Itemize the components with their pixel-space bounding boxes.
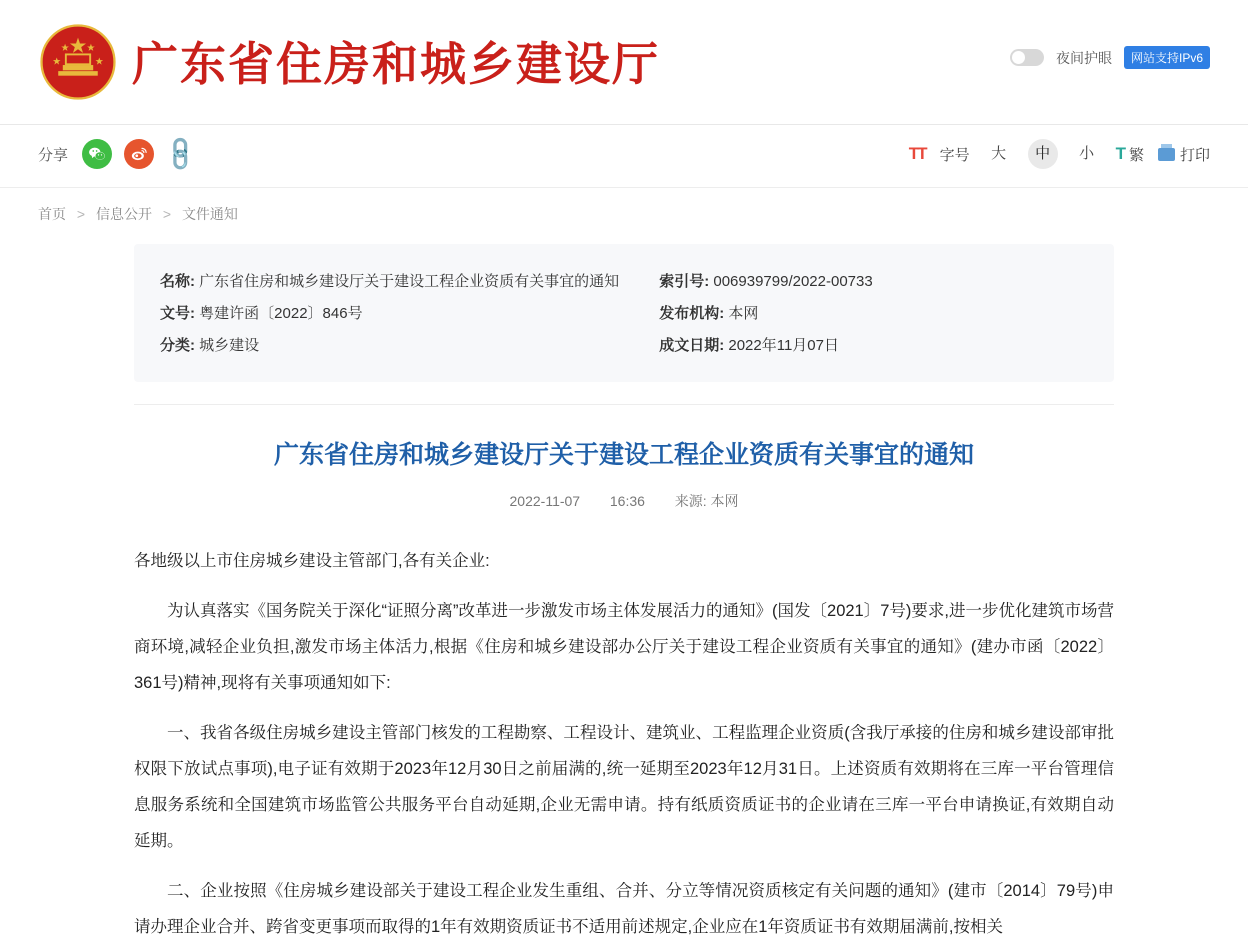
meta-row-publisher <box>659 298 1088 330</box>
article-date: 2022-11-07 <box>509 493 581 509</box>
meta-key-date: 成文日期: <box>659 337 725 354</box>
article-paragraph: 各地级以上市住房城乡建设主管部门,各有关企业: <box>134 552 490 570</box>
font-size-large[interactable]: 大 <box>991 145 1007 162</box>
meta-key-name: 名称: <box>160 273 195 290</box>
font-size-small[interactable]: 小 <box>1079 145 1095 162</box>
meta-key-publisher: 发布机构: <box>659 305 725 322</box>
font-size-medium[interactable]: 中 <box>1028 139 1058 169</box>
traditional-toggle[interactable] <box>1116 144 1144 165</box>
national-emblem-icon <box>40 24 116 100</box>
breadcrumb-item-notice[interactable]: 文件通知 <box>181 206 238 222</box>
article-time: 16:36 <box>609 493 645 509</box>
font-tools <box>909 139 1210 169</box>
document-meta-card <box>134 244 1114 382</box>
article-paragraph: 一、我省各级住房城乡建设主管部门核发的工程勘察、工程设计、建筑业、工程监理企业资质(含我厅承接的住房和城乡建设部审批权限下放试点事项),电子证有效期于2023年12月30日之前届满的,统一延期至2023年12月31日。上述资质有效期将在三库一平台管理信息服务系统和全国建筑市场监管公共服务平台自动延期,企业无需申请。持有纸质资质证书的企业请在三库一平台申请换证,有效期自动延期。 <box>134 724 1114 850</box>
meta-row-index <box>659 266 1088 298</box>
traditional-label: 繁 <box>1128 146 1144 164</box>
article <box>134 405 1114 945</box>
link-icon[interactable]: 🔗 <box>160 133 202 175</box>
article-source-label: 来源: <box>674 493 707 509</box>
article-subheader <box>134 491 1114 511</box>
article-paragraph: 为认真落实《国务院关于深化“证照分离”改革进一步激发市场主体发展活力的通知》(国发〔2021〕7号)要求,进一步优化建筑市场营商环境,减轻企业负担,激发市场主体活力,根据《住房和城乡建设部办公厅关于建设工程企业资质有关事宜的通知》(建办市函〔2022〕361号)精神,现将有关事项通知如下: <box>134 602 1114 692</box>
article-paragraph: 二、企业按照《住房城乡建设部关于建设工程企业发生重组、合并、分立等情况资质核定有关问题的通知》(建市〔2014〕79号)申请办理企业合并、跨省变更事项而取得的1年有效期资质证书不适用前述规定,企业应在1年资质证书有效期届满前,按相关 <box>134 882 1114 936</box>
page-title: 广东省住房和城乡建设厅关于建设工程企业资质有关事宜的通知 <box>273 441 974 469</box>
meta-row-name <box>160 266 619 298</box>
traditional-icon: T <box>1115 144 1126 163</box>
wechat-icon[interactable] <box>82 139 112 169</box>
meta-value-publisher: 本网 <box>728 305 759 322</box>
share-group <box>38 133 202 175</box>
site-title: 广东省住房和城乡建设厅 <box>132 39 660 90</box>
share-label: 分享 <box>38 146 69 164</box>
meta-key-docnum: 文号: <box>160 305 195 322</box>
meta-key-category: 分类: <box>160 337 195 354</box>
breadcrumb-separator: > <box>76 206 86 222</box>
meta-value-docnum: 粤建许函〔2022〕846号 <box>199 305 363 322</box>
site-header <box>0 0 1248 125</box>
meta-row-category <box>160 330 619 362</box>
ipv6-badge: 网站支持IPv6 <box>1124 46 1210 69</box>
weibo-icon[interactable] <box>124 139 154 169</box>
header-utilities <box>1010 46 1210 69</box>
print-button[interactable] <box>1158 144 1210 165</box>
font-size-label: 字号 <box>939 146 970 164</box>
article-toolbar <box>0 125 1248 188</box>
printer-icon <box>1158 148 1175 161</box>
breadcrumb <box>0 188 1248 224</box>
meta-value-index: 006939799/2022-00733 <box>713 273 873 290</box>
breadcrumb-item-disclosure[interactable]: 信息公开 <box>95 206 152 222</box>
meta-value-name: 广东省住房和城乡建设厅关于建设工程企业资质有关事宜的通知 <box>199 273 620 290</box>
article-body <box>134 543 1114 945</box>
print-label: 打印 <box>1179 146 1210 164</box>
breadcrumb-separator: > <box>162 206 172 222</box>
font-size-icon: TT <box>908 144 926 163</box>
night-mode-toggle[interactable] <box>1010 49 1044 66</box>
meta-column-right <box>619 266 1088 362</box>
meta-value-category: 城乡建设 <box>199 337 260 354</box>
meta-row-date <box>659 330 1088 362</box>
meta-column-left <box>160 266 619 362</box>
breadcrumb-item-home[interactable]: 首页 <box>38 206 66 222</box>
meta-row-docnum <box>160 298 619 330</box>
article-source-value: 本网 <box>710 493 739 509</box>
meta-value-date: 2022年11月07日 <box>728 337 839 354</box>
meta-key-index: 索引号: <box>659 273 710 290</box>
night-mode-label: 夜间护眼 <box>1055 49 1112 66</box>
